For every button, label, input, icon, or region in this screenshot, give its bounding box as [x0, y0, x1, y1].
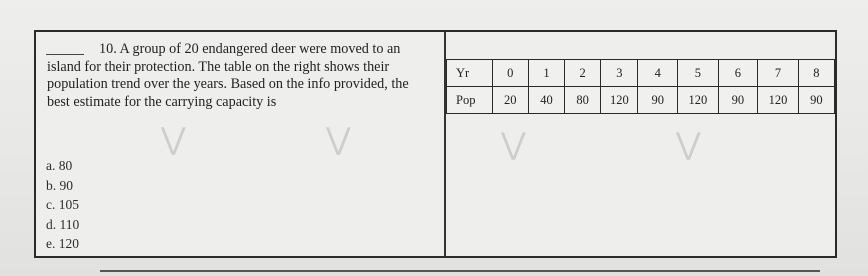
next-box-edge — [100, 270, 820, 272]
choice-e: e. 120 — [46, 236, 79, 251]
population-cell: 80 — [565, 87, 601, 114]
population-cell: 40 — [528, 87, 564, 114]
population-cell: 20 — [492, 87, 528, 114]
year-row — [447, 60, 835, 87]
year-cell: 5 — [678, 60, 719, 87]
population-cell: 90 — [718, 87, 758, 114]
choice-d: d. 110 — [46, 216, 80, 232]
year-cell: 3 — [601, 60, 638, 87]
bleed-through-mark: ⋁ — [676, 127, 701, 162]
population-cell: 90 — [798, 87, 834, 114]
bleed-through-mark: ⋁ — [501, 127, 526, 162]
bleed-through-mark: ⋁ — [326, 122, 351, 157]
question-text — [47, 41, 432, 111]
population-row-label: Pop — [447, 87, 493, 114]
population-row — [447, 87, 835, 114]
population-cell: 120 — [601, 87, 638, 114]
population-cell: 90 — [638, 87, 678, 114]
year-cell: 6 — [718, 60, 758, 87]
bleed-through-mark: ⋁ — [161, 122, 186, 157]
year-cell: 2 — [565, 60, 601, 87]
year-cell: 4 — [638, 60, 678, 87]
year-cell: 7 — [758, 60, 799, 87]
population-cell: 120 — [758, 87, 799, 114]
year-cell: 0 — [492, 60, 528, 87]
choice-b: b. 90 — [46, 177, 73, 193]
year-cell: 1 — [528, 60, 564, 87]
answer-choices — [46, 156, 79, 254]
choice-a: a. 80 — [46, 158, 73, 173]
population-cell: 120 — [678, 87, 719, 114]
population-table — [446, 59, 835, 114]
question-number: 10. — [99, 41, 117, 57]
year-cell: 8 — [798, 60, 834, 87]
year-row-label: Yr — [447, 60, 493, 87]
choice-c: c. 105 — [46, 197, 79, 212]
question-body: A group of 20 endangered deer were moved to an island for their protection. The table on the right shows their population trend over the years. Based on the info provided, the best estimate for the carrying capacity is — [47, 41, 409, 110]
question-box — [34, 30, 837, 258]
